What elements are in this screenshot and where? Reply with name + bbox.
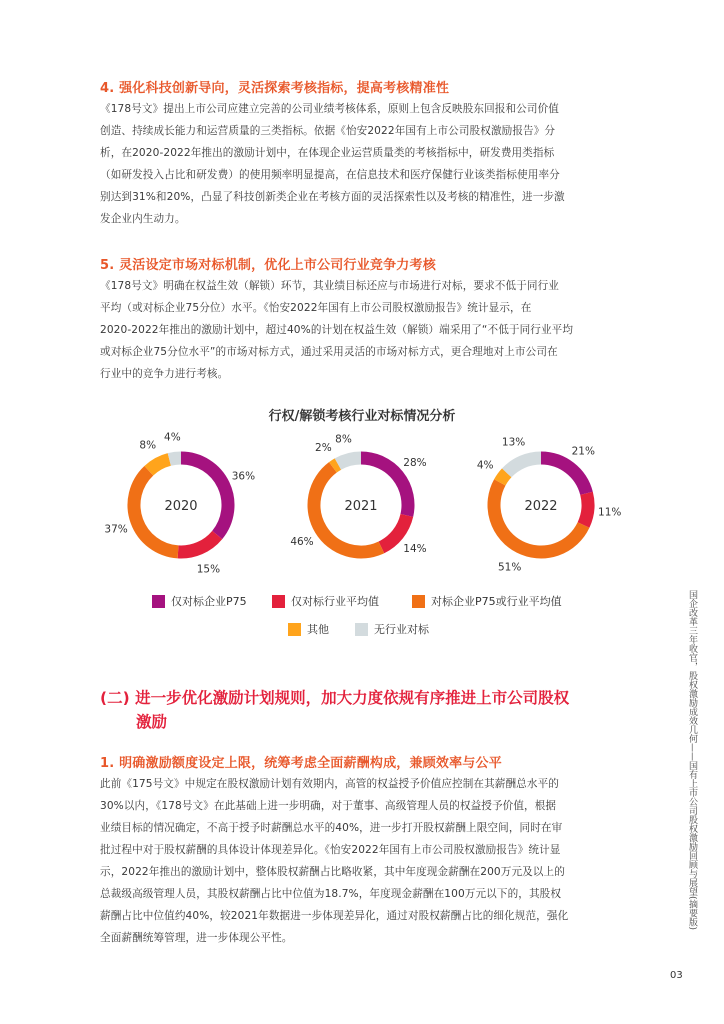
legend-swatch xyxy=(355,623,368,636)
section4-line: 创造、持续成长能力和运营质量的三类指标。依据《怡安2022年国有上市公司股权激励报告》分 xyxy=(100,125,556,137)
legend-item-p75-or-avg xyxy=(412,593,562,609)
chart-title: 行权/解锁考核行业对标情况分析 xyxy=(268,409,456,424)
section4-line: 别达到31%和20%，凸显了科技创新类企业在考核方面的灵活探索性以及考核的精准性，进一步激 xyxy=(100,191,565,203)
donut-segment xyxy=(149,459,169,470)
donut-data-label: 2% xyxy=(315,442,332,455)
section1-line: 总裁级高级管理人员，其股权薪酬占比中位值为18.7%，年度现金薪酬在100万元以下的，其股权 xyxy=(100,888,562,900)
section5-line: 平均（或对标企业75分位）水平。《怡安2022年国有上市公司股权激励报告》统计显示，在 xyxy=(100,302,532,314)
donut-segment xyxy=(584,493,588,525)
donut-segment xyxy=(181,458,228,535)
section4-line: 发企业内生动力。 xyxy=(100,213,186,225)
donut-data-label: 28% xyxy=(403,456,427,469)
donut-data-label: 15% xyxy=(196,563,221,576)
sidebar xyxy=(686,590,700,950)
section5-heading: 5. 灵活设定市场对标机制，优化上市公司行业竞争力考核 xyxy=(100,258,436,273)
legend-swatch xyxy=(152,595,165,608)
legend-label: 仅对标企业P75 xyxy=(171,595,247,608)
donut-data-label: 37% xyxy=(104,523,128,536)
section5-line: 或对标企业75分位水平”的市场对标方式，通过采用灵活的市场对标方式，更合理地对上市公司在 xyxy=(100,346,558,358)
donut-data-label: 8% xyxy=(335,433,352,446)
sidebar-text: 国企改革三年收官，股权激励成效几何——国有上市公司股权激励回顾与展望(摘要版) xyxy=(687,590,697,931)
legend-item-industry-avg xyxy=(272,593,379,609)
legend-label: 其他 xyxy=(307,623,329,636)
section2-heading-line: 激励 xyxy=(136,713,168,731)
section2-heading-line: (二) 进一步优化激励计划规则，加大力度依规有序推进上市公司股权 xyxy=(100,689,570,707)
page-number: 03 xyxy=(670,970,683,981)
legend-item-other xyxy=(288,621,329,637)
section4-heading: 4. 强化科技创新导向，灵活探索考核指标，提高考核精准性 xyxy=(100,81,450,96)
section4-line: （如研发投入占比和研发费）的使用频率明显提高，在信息技术和医疗保健行业该类指标使用率分 xyxy=(100,169,560,181)
donut-data-label: 51% xyxy=(498,561,522,574)
donut-data-label: 11% xyxy=(598,506,622,519)
donut-data-label: 14% xyxy=(403,543,427,556)
section1-heading: 1. 明确激励额度设定上限，统筹考虑全面薪酬构成，兼顾效率与公平 xyxy=(100,756,502,771)
legend-item-none xyxy=(355,621,429,637)
donut-segment xyxy=(338,458,361,464)
donut-year-label: 2020 xyxy=(164,499,198,514)
donut-year-label: 2022 xyxy=(524,499,558,514)
donut-data-label: 8% xyxy=(139,439,157,452)
section2-heading xyxy=(100,686,640,734)
donut-segment xyxy=(333,464,338,467)
legend-label: 仅对标行业平均值 xyxy=(291,595,379,608)
section1-body xyxy=(100,773,630,949)
legend-item-p75 xyxy=(152,593,247,609)
legend-label: 无行业对标 xyxy=(374,623,429,636)
section1-line: 业绩目标的情况确定，不高于授予时薪酬总水平的40%，进一步打开股权薪酬上限空间，同时在审 xyxy=(100,822,563,834)
section5-line: 2020-2022年推出的激励计划中，超过40%的计划在权益生效（解锁）端采用了“不低于同行业平均 xyxy=(100,324,574,336)
donut-segment xyxy=(500,473,507,483)
donut-segment xyxy=(494,482,584,552)
section5-body xyxy=(100,275,630,385)
section4-line: 《178号文》提出上市公司应建立完善的公司业绩考核体系，原则上包含反映股东回报和公司价值 xyxy=(100,103,559,115)
section1-line: 示，2022年推出的激励计划中，整体股权薪酬占比略收紧，其中年度现金薪酬在200万元及以上的 xyxy=(100,866,565,878)
legend-swatch xyxy=(272,595,285,608)
donut-segment xyxy=(169,458,181,459)
donut-segment xyxy=(541,458,587,493)
section1-line: 30%以内，《178号文》在此基础上进一步明确，对于董事、高级管理人员的权益授予价值，根据 xyxy=(100,800,557,812)
donut-data-label: 36% xyxy=(231,470,256,483)
legend-swatch xyxy=(412,595,425,608)
donut-segment xyxy=(507,458,541,473)
section4-body xyxy=(100,98,630,230)
section1-line: 薪酬占比中位值约40%，较2021年数据进一步体现差异化，通过对股权薪酬占比的细化规范，强化 xyxy=(100,910,569,922)
legend-swatch xyxy=(288,623,301,636)
legend-label: 对标企业P75或行业平均值 xyxy=(431,595,562,608)
donut-data-label: 13% xyxy=(501,436,526,449)
donut-data-label: 46% xyxy=(290,535,314,548)
donut-year-label: 2021 xyxy=(344,499,378,514)
section5-line: 《178号文》明确在权益生效（解锁）环节，其业绩目标还应与市场进行对标，要求不低于同行业 xyxy=(100,280,559,292)
section1-line: 批过程中对于股权薪酬的具体设计体现差异化。《怡安2022年国有上市公司股权激励报告》统计显 xyxy=(100,844,561,856)
section1-line: 全面薪酬统筹管理，进一步体现公平性。 xyxy=(100,932,293,944)
section4-line: 析，在2020-2022年推出的激励计划中，在体现企业运营质量类的考核指标中，研发费用类指标 xyxy=(100,147,555,159)
donut-data-label: 4% xyxy=(476,459,494,472)
section5-line: 行业中的竞争力进行考核。 xyxy=(100,368,229,380)
donut-data-label: 4% xyxy=(164,431,181,444)
donut-data-label: 21% xyxy=(571,445,595,458)
donut-charts xyxy=(0,430,724,580)
section1-line: 此前《175号文》中规定在股权激励计划有效期内，高管的权益授予价值应控制在其薪酬总水平的 xyxy=(100,778,559,790)
donut-segment xyxy=(178,535,217,552)
